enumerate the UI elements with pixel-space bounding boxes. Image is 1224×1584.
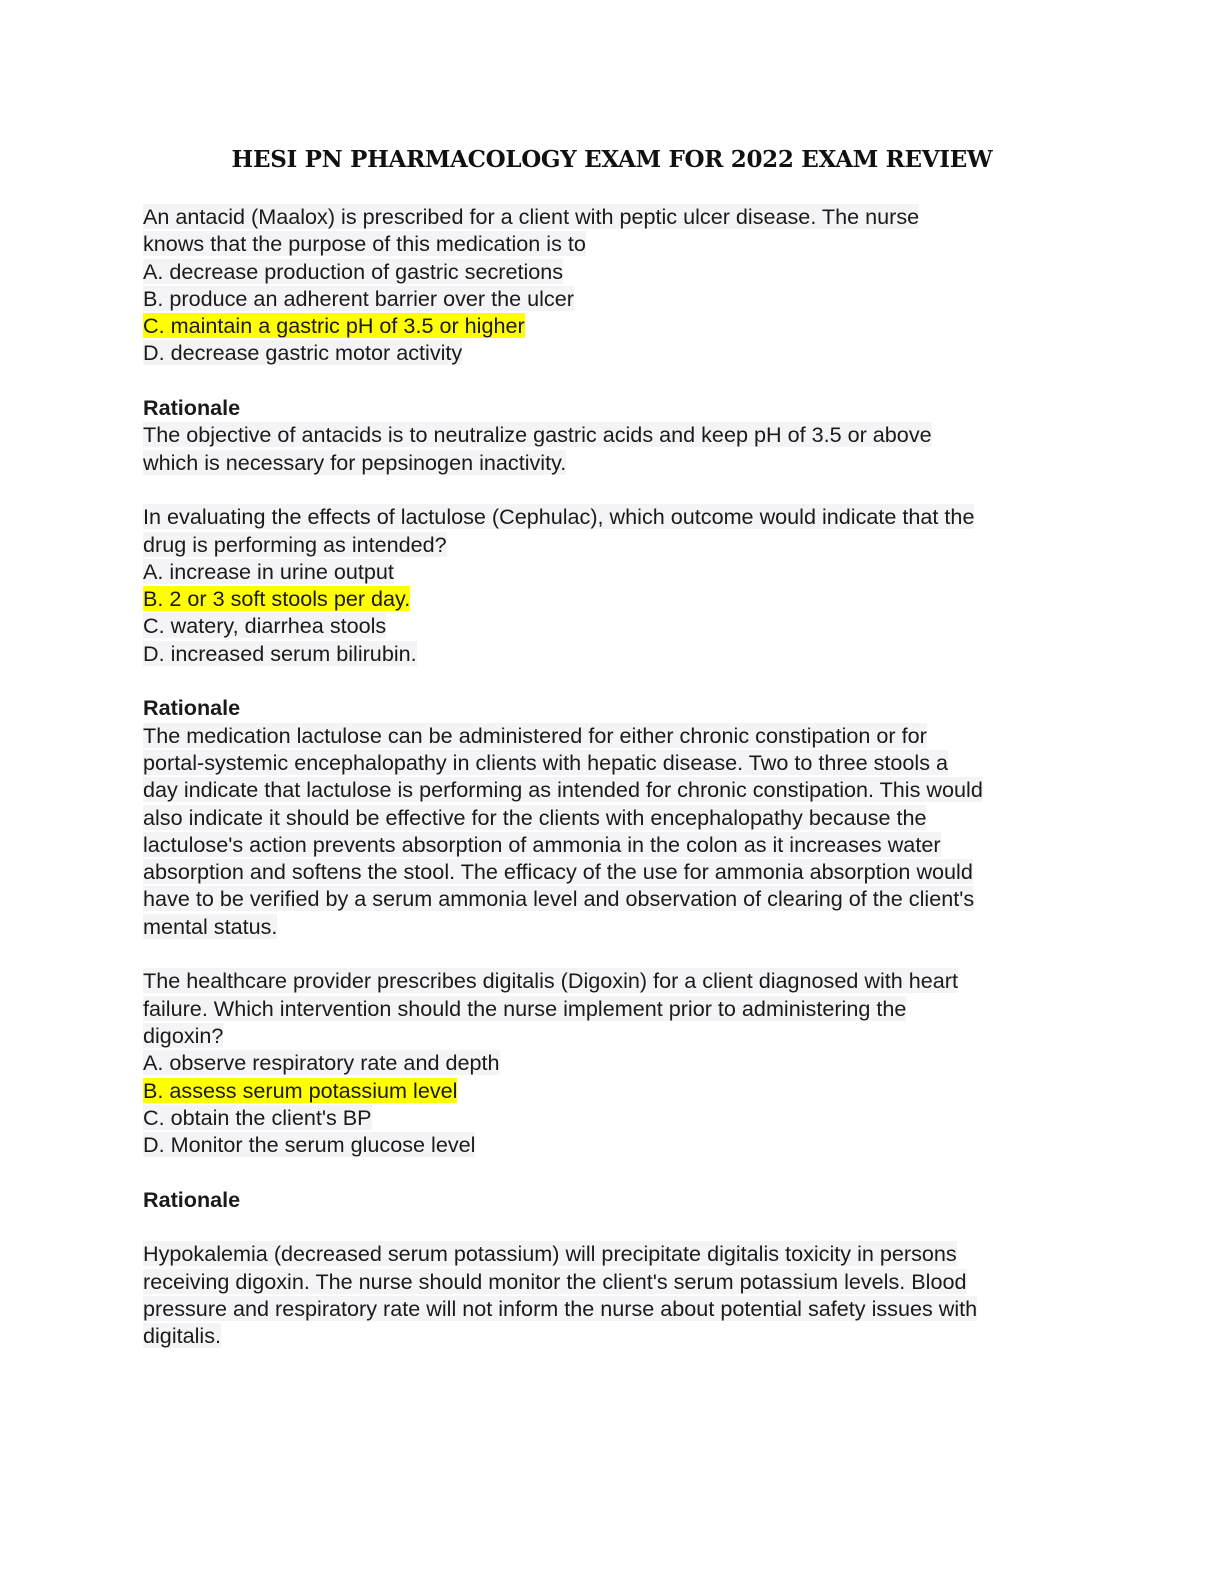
question-1 — [143, 203, 1083, 503]
rationale-line: mental status. — [143, 913, 278, 939]
answer-option-d: D. decrease gastric motor activity — [143, 340, 463, 366]
rationale-heading: Rationale — [143, 1186, 241, 1212]
rationale-line: which is necessary for pepsinogen inactivity. — [143, 449, 567, 475]
question-3 — [143, 967, 1083, 1349]
question-stem-line: digoxin? — [143, 1022, 224, 1048]
rationale-line: The objective of antacids is to neutralize gastric acids and keep pH of 3.5 or above — [143, 422, 932, 448]
question-stem-line: In evaluating the effects of lactulose (Cephulac), which outcome would indicate that the — [143, 504, 975, 530]
question-stem-line: failure. Which intervention should the nurse implement prior to administering the — [143, 995, 907, 1021]
answer-option-d: D. increased serum bilirubin. — [143, 640, 417, 666]
rationale-line: also indicate it should be effective for the clients with encephalopathy because the — [143, 804, 927, 830]
rationale-line: pressure and respiratory rate will not inform the nurse about potential safety issues with — [143, 1295, 978, 1321]
question-stem-line: The healthcare provider prescribes digitalis (Digoxin) for a client diagnosed with heart — [143, 968, 958, 994]
rationale-line: lactulose's action prevents absorption of ammonia in the colon as it increases water — [143, 831, 941, 857]
answer-option-a: A. observe respiratory rate and depth — [143, 1050, 500, 1076]
rationale-heading: Rationale — [143, 695, 241, 721]
rationale-heading: Rationale — [143, 395, 241, 421]
answer-option-d: D. Monitor the serum glucose level — [143, 1132, 476, 1158]
document-title: HESI PN PHARMACOLOGY EXAM FOR 2022 EXAM REVIEW — [231, 146, 993, 173]
answer-option-c-correct: C. maintain a gastric pH of 3.5 or higher — [143, 313, 525, 339]
rationale-line: portal-systemic encephalopathy in clients with hepatic disease. Two to three stools a — [143, 749, 948, 775]
answer-option-a: A. decrease production of gastric secretions — [143, 258, 564, 284]
document-body — [143, 203, 1083, 1349]
rationale-line: day indicate that lactulose is performing as intended for chronic constipation. This would — [143, 777, 983, 803]
answer-option-b-correct: B. assess serum potassium level — [143, 1077, 458, 1103]
question-stem-line: An antacid (Maalox) is prescribed for a client with peptic ulcer disease. The nurse — [143, 204, 920, 229]
rationale-line: receiving digoxin. The nurse should monitor the client's serum potassium levels. Blood — [143, 1268, 967, 1294]
question-stem-line: knows that the purpose of this medication is to — [143, 231, 586, 257]
answer-option-a: A. increase in urine output — [143, 558, 394, 584]
answer-option-b: B. produce an adherent barrier over the ulcer — [143, 285, 574, 311]
answer-option-c: C. watery, diarrhea stools — [143, 613, 387, 639]
answer-option-c: C. obtain the client's BP — [143, 1104, 372, 1130]
rationale-line: Hypokalemia (decreased serum potassium) will precipitate digitalis toxicity in persons — [143, 1241, 957, 1267]
rationale-line: The medication lactulose can be administered for either chronic constipation or for — [143, 722, 927, 748]
question-2 — [143, 503, 1083, 967]
answer-option-b-correct: B. 2 or 3 soft stools per day. — [143, 586, 411, 612]
rationale-line: absorption and softens the stool. The efficacy of the use for ammonia absorption would — [143, 859, 973, 885]
rationale-line: digitalis. — [143, 1323, 222, 1349]
rationale-line: have to be verified by a serum ammonia level and observation of clearing of the client's — [143, 886, 975, 912]
question-stem-line: drug is performing as intended? — [143, 531, 447, 557]
